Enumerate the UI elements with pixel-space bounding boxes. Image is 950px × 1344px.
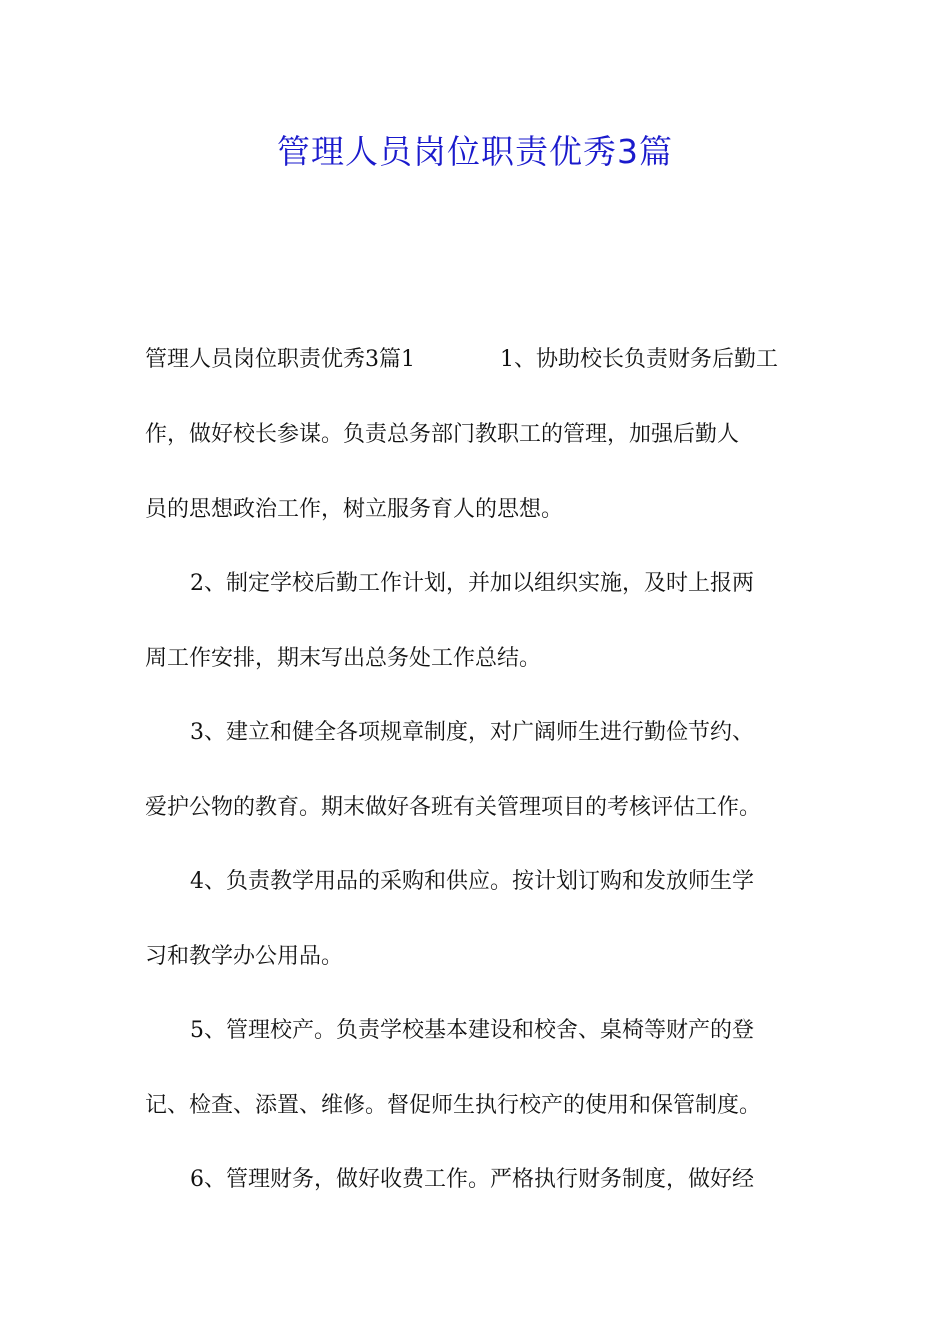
paragraph-line bbox=[0, 937, 950, 977]
paragraph-line bbox=[0, 415, 950, 455]
paragraph-text: 2、制定学校后勤工作计划，并加以组织实施，及时上报两 bbox=[190, 571, 754, 596]
paragraph-text: 1、协助校长负责财务后勤工 bbox=[500, 347, 778, 372]
paragraph-text: 5、管理校产。负责学校基本建设和校舍、桌椅等财产的登 bbox=[190, 1018, 754, 1043]
section-heading: 管理人员岗位职责优秀3篇1 bbox=[145, 347, 415, 372]
paragraph-text: 周工作安排，期末写出总务处工作总结。 bbox=[145, 646, 542, 671]
paragraph-text: 习和教学办公用品。 bbox=[145, 944, 344, 969]
paragraph-line bbox=[0, 862, 950, 902]
paragraph-text: 记、检查、添置、维修。督促师生执行校产的使用和保管制度。 bbox=[145, 1093, 762, 1118]
paragraph-text: 6、管理财务，做好收费工作。严格执行财务制度，做好经 bbox=[190, 1167, 754, 1192]
paragraph-line bbox=[0, 564, 950, 604]
paragraph-text: 作，做好校长参谋。负责总务部门教职工的管理，加强后勤人 bbox=[145, 422, 740, 447]
paragraph-line bbox=[0, 490, 950, 530]
paragraph-line bbox=[0, 1011, 950, 1051]
paragraph-line bbox=[0, 1160, 950, 1200]
paragraph-line bbox=[0, 340, 950, 380]
paragraph-text: 3、建立和健全各项规章制度，对广阔师生进行勤俭节约、 bbox=[190, 720, 754, 745]
paragraph-line bbox=[0, 639, 950, 679]
paragraph-text: 爱护公物的教育。期末做好各班有关管理项目的考核评估工作。 bbox=[145, 795, 762, 820]
paragraph-line bbox=[0, 713, 950, 753]
paragraph-line bbox=[0, 788, 950, 828]
paragraph-text: 4、负责教学用品的采购和供应。按计划订购和发放师生学 bbox=[190, 869, 754, 894]
document-title: 管理人员岗位职责优秀3篇 bbox=[277, 132, 673, 171]
paragraph-text: 员的思想政治工作，树立服务育人的思想。 bbox=[145, 497, 564, 522]
paragraph-line bbox=[0, 1086, 950, 1126]
